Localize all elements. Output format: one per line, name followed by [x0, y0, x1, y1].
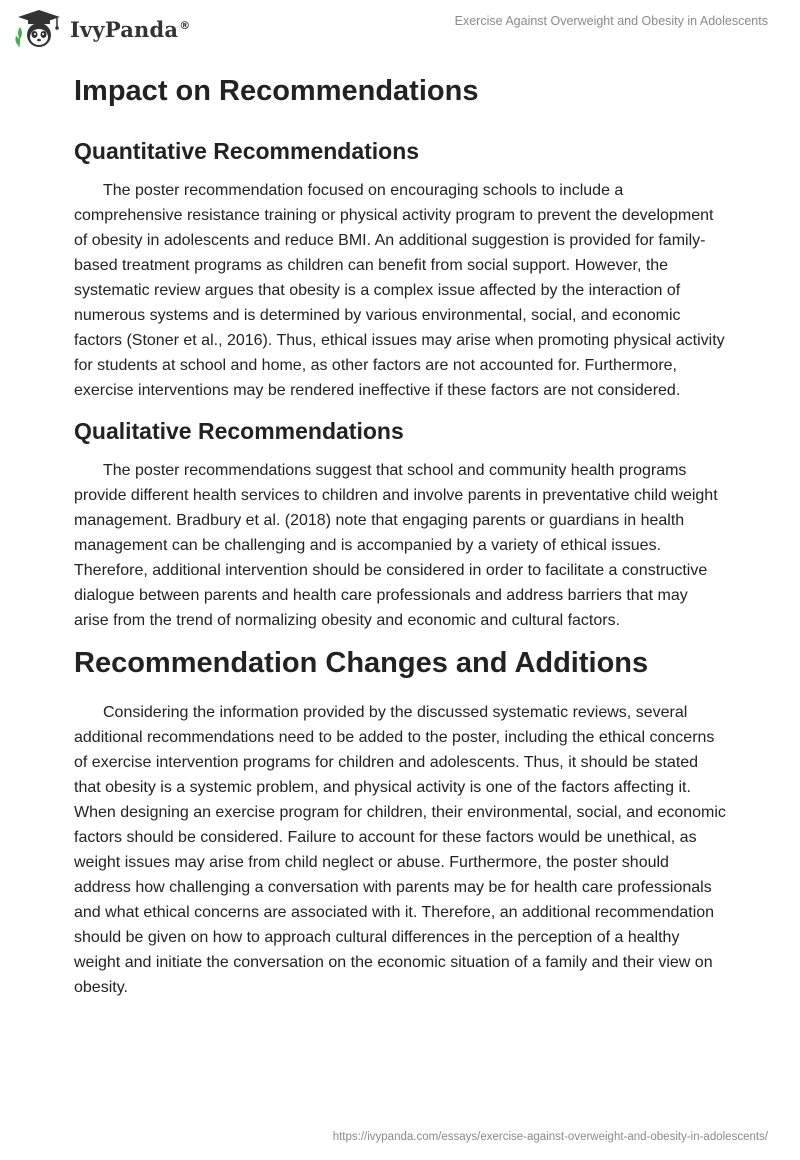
heading-recommendation-changes: Recommendation Changes and Additions — [74, 647, 649, 679]
paragraph-changes: Considering the information provided by the discussed systematic reviews, several additional recommendations need to be added to the poster, including the ethical concerns of exercise intervention programs for children and adolescents. Thus, it should be stated that obesity is a systemic problem, and physical activity is one of the factors affecting it. When designing an exercise program for children, their environmental, social, and economic factors should be considered. Failure to account for these factors would be unethical, as weight issues may arise from child neglect or abuse. Furthermore, the poster should address how challenging a conversation with parents may be for health care professionals and what ethical concerns are associated with it. Therefore, an additional recommendation should be given on how to approach cultural differences in the perception of a healthy weight and initiate the conversation on the economic situation of a family and their view on obesity. — [74, 704, 726, 996]
paragraph-qualitative: The poster recommendations suggest that school and community health programs provide different health services to children and involve parents in preventative child weight management. Bradbury et al. (2018) note that engaging parents or guardians in health management can be challenging and is accompanied by a variety of ethical issues. Therefore, additional intervention should be considered in order to facilitate a constructive dialogue between parents and health care professionals and address barriers that may arise from the trend of normalizing obesity and economic and cultural factors. — [74, 462, 718, 629]
heading-qualitative-recommendations: Qualitative Recommendations — [74, 418, 404, 444]
registered-mark: ® — [179, 18, 191, 32]
article-body — [74, 70, 726, 1000]
document-title: Exercise Against Overweight and Obesity in Adolescents — [454, 14, 768, 28]
paragraph-quantitative: The poster recommendation focused on encouraging schools to include a comprehensive resistance training or physical activity program to prevent the development of obesity in adolescents and reduce BMI. An additional suggestion is provided for family-based treatment programs as children can benefit from social support. However, the systematic review argues that obesity is a complex issue affected by the interaction of numerous systems and is determined by various environmental, social, and economic factors (Stoner et al., 2016). Thus, ethical issues may arise when promoting physical activity for students at school and home, as other factors are not accounted for. Furthermore, exercise interventions may be rendered ineffective if these factors are not considered. — [74, 182, 725, 399]
panda-graduate-icon — [14, 9, 64, 49]
heading-impact-on-recommendations: Impact on Recommendations — [74, 75, 479, 107]
page-header — [0, 0, 800, 52]
logo-text: IvyPanda® — [70, 16, 191, 42]
heading-quantitative-recommendations: Quantitative Recommendations — [74, 138, 420, 164]
ivypanda-logo[interactable] — [14, 9, 190, 49]
source-url[interactable]: https://ivypanda.com/essays/exercise-against-overweight-and-obesity-in-adolescents/ — [332, 1131, 768, 1143]
